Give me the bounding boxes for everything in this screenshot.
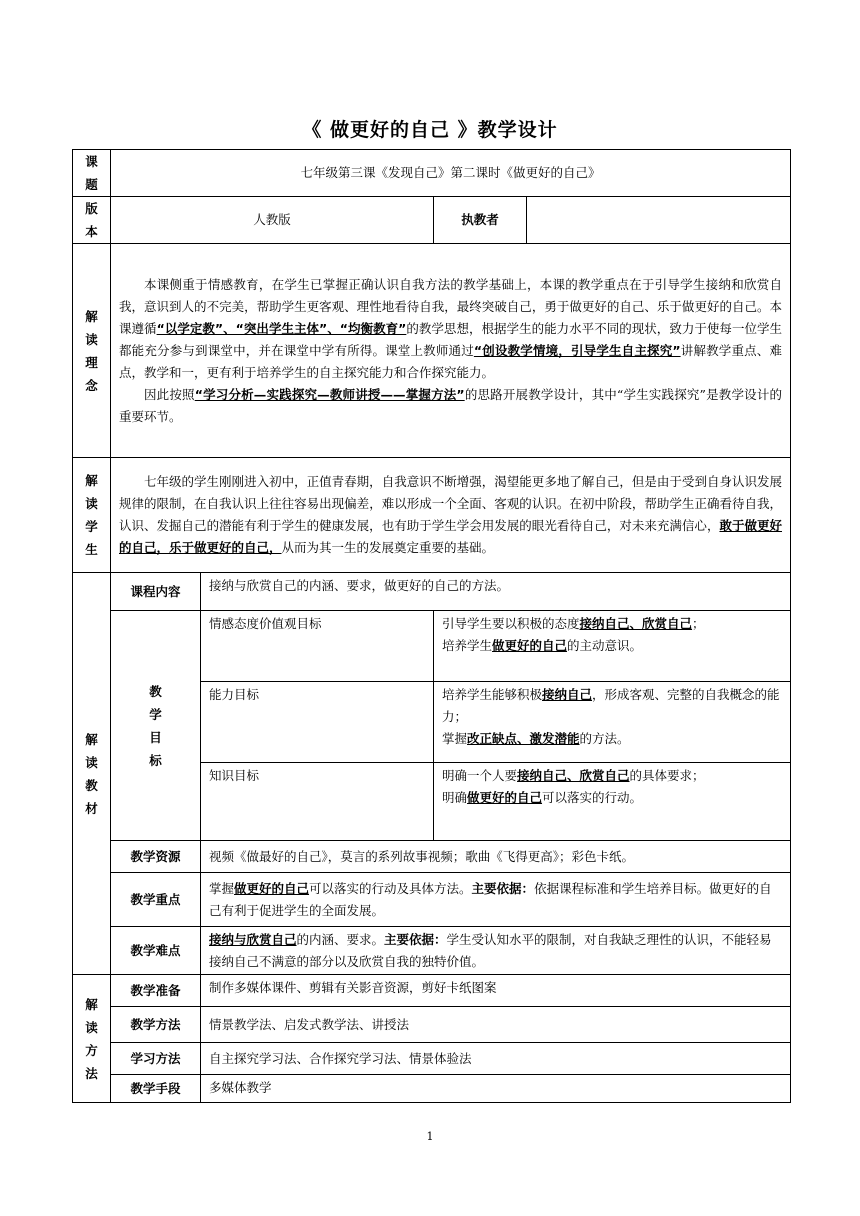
document-title: 《 做更好的自己 》教学设计 xyxy=(302,119,558,141)
concept-p1-method: “创设教学情境，引导学生自主探究” xyxy=(473,342,681,358)
materials-label-text: 解 读 教 材 xyxy=(85,731,98,816)
goal-emotion-line-1 xyxy=(442,613,782,635)
lesson-plan-table xyxy=(72,149,791,1103)
topic-label-text: 课 题 xyxy=(85,154,98,192)
prep-label: 教学准备 xyxy=(111,975,201,1007)
content-value: 接纳与欣赏自己的内涵、要求，做更好的自己的方法。 xyxy=(201,573,791,611)
goal-knowledge-name: 知识目标 xyxy=(201,763,434,841)
diff-basis: 学生受认知水平的限制，对自我缺乏理性的认识，不能轻易接纳自己不满意的部分以及欣赏自我的独特价值。 xyxy=(209,931,772,969)
goal-ability-name: 能力目标 xyxy=(201,682,434,763)
key-row xyxy=(73,873,791,927)
students-label xyxy=(73,458,111,573)
goal-ability-text xyxy=(434,682,791,763)
page-number: 1 xyxy=(426,1130,434,1143)
goal-ability-line-2 xyxy=(442,728,782,750)
students-p-b: 从而为其一生的发展奠定重要的基础。 xyxy=(281,540,495,555)
goal-ability-line-1 xyxy=(442,684,782,728)
ga2-key: 改正缺点、激发潜能 xyxy=(467,731,580,746)
concept-p1-a: 本课侧重于情感教育，在学生已掌握正确认识自我方法的教学基础上，本课的教学重点在于引导学生接纳和欣赏自我，意识到人的不完美，帮助学生更客观、理性地看待自我，最终突破自己，勇于做更好的自己、乐于做更好的自己。本课遵循 xyxy=(119,276,783,336)
key-label: 教学重点 xyxy=(111,873,201,927)
goal-emotion-row xyxy=(73,611,791,682)
gk1-b: 的具体要求； xyxy=(629,768,705,783)
learn-method-label: 学习方法 xyxy=(111,1043,201,1075)
concept-label xyxy=(73,244,111,458)
key-basis-label: 主要依据： xyxy=(471,880,535,896)
resources-label: 教学资源 xyxy=(111,841,201,873)
concept-p2-b: 的思路开展教学设计，其中“学生实践探究”是教学设计的重要环节。 xyxy=(119,386,782,424)
students-label-text: 解 读 学 生 xyxy=(85,473,98,557)
concept-text xyxy=(111,244,791,458)
teach-method-label: 教学方法 xyxy=(111,1007,201,1043)
concept-label-text: 解 读 理 念 xyxy=(85,308,98,393)
ge1-key: 接纳自己、欣赏自己 xyxy=(579,616,693,631)
prep-value: 制作多媒体课件、剪辑有关影音资源，剪好卡纸图案 xyxy=(201,975,791,1007)
goal-knowledge-line-1 xyxy=(442,765,782,787)
ga2-b: 的方法。 xyxy=(579,731,630,746)
methods-label-text: 解 读 方 法 xyxy=(85,996,98,1081)
goal-knowledge-line-2 xyxy=(442,787,782,809)
diff-basis-label: 主要依据： xyxy=(384,931,447,947)
gk1-key: 接纳自己、欣赏自己 xyxy=(517,768,630,783)
prep-row xyxy=(73,975,791,1007)
means-value: 多媒体教学 xyxy=(201,1075,791,1103)
ga1-b: ，形成客观、完整的自我概念的能力； xyxy=(442,687,780,724)
learn-method-value: 自主探究学习法、合作探究学习法、情景体验法 xyxy=(201,1043,791,1075)
students-p-a: 七年级的学生刚刚进入初中，正值青春期，自我意识不断增强，渴望能更多地了解自己，但是由于受到自身认识发展规律的限制，在自我认识上往往容易出现偏差，难以形成一个全面、客观的认识。在初中阶段，帮助学生正确看待自我，认识、发掘自己的潜能有利于学生的健康发展，也有助于学生学会用发展的眼光看待自己，对未来充满信心， xyxy=(119,474,783,533)
methods-label xyxy=(73,975,111,1103)
key-value xyxy=(201,873,791,927)
teach-method-row xyxy=(73,1007,791,1043)
diff-focus: 接纳与欣赏自己 xyxy=(209,931,297,947)
ge2-b: 的主动意识。 xyxy=(567,638,643,653)
topic-value: 七年级第三课《发现自己》第二课时《做更好的自己》 xyxy=(111,150,791,197)
concept-p2-a: 因此按照 xyxy=(144,386,195,402)
means-row xyxy=(73,1075,791,1103)
edition-row xyxy=(73,197,791,244)
key-basis: 依据课程标准和学生培养目标。做更好的自己有利于促进学生的全面发展。 xyxy=(209,880,772,918)
means-label: 教学手段 xyxy=(111,1075,201,1103)
key-focus: 做更好的自己 xyxy=(234,880,310,896)
students-paragraph xyxy=(119,471,782,559)
concept-p1-principle: “以学定教”、“突出学生主体”、“均衡教育” xyxy=(156,320,407,336)
ga1-a: 培养学生能够积极 xyxy=(442,687,543,702)
goal-emotion-text xyxy=(434,611,791,682)
key-b: 可以落实的行动及具体方法。 xyxy=(309,880,472,896)
teacher-value xyxy=(527,197,791,244)
goal-knowledge-text xyxy=(434,763,791,841)
topic-row xyxy=(73,150,791,197)
ge1-b: ； xyxy=(692,616,705,631)
resources-value: 视频《做最好的自己》，莫言的系列故事视频；歌曲《飞得更高》；彩色卡纸。 xyxy=(201,841,791,873)
teacher-label: 执教者 xyxy=(434,197,527,244)
gk2-a: 明确 xyxy=(442,790,468,805)
edition-label xyxy=(73,197,111,244)
content-row xyxy=(73,573,791,611)
gk1-a: 明确一个人要 xyxy=(442,768,518,783)
students-row xyxy=(73,458,791,573)
concept-row xyxy=(73,244,791,458)
ge1-a: 引导学生要以积极的态度 xyxy=(442,616,580,631)
difficulty-value xyxy=(201,927,791,975)
materials-label xyxy=(73,573,111,975)
gk2-b: 可以落实的行动。 xyxy=(542,790,643,805)
edition-value: 人教版 xyxy=(111,197,434,244)
gk2-key: 做更好的自己 xyxy=(467,790,543,805)
students-text xyxy=(111,458,791,573)
content-label: 课程内容 xyxy=(111,573,201,611)
concept-p1-c: 讲解教学重点、难点，教学和一，更有利于培养学生的自主探究能力和合作探究能力。 xyxy=(119,342,782,380)
teach-method-value: 情景教学法、启发式教学法、讲授法 xyxy=(201,1007,791,1043)
goals-label xyxy=(111,611,201,841)
resources-row xyxy=(73,841,791,873)
concept-paragraph-2 xyxy=(119,384,782,428)
learn-method-row xyxy=(73,1043,791,1075)
edition-label-text: 版 本 xyxy=(85,201,98,239)
ge2-a: 培养学生 xyxy=(442,638,493,653)
ge2-key: 做更好的自己 xyxy=(492,638,568,653)
concept-paragraph-1 xyxy=(119,274,782,384)
ga2-a: 掌握 xyxy=(442,731,468,746)
goal-emotion-name: 情感态度价值观目标 xyxy=(201,611,434,682)
concept-p2-flow: “学习分析—实践探究—教师讲授——掌握方法” xyxy=(194,386,465,402)
difficulty-row xyxy=(73,927,791,975)
key-a: 掌握 xyxy=(209,880,235,896)
goals-label-text: 教 学 目 标 xyxy=(149,683,162,768)
difficulty-label: 教学难点 xyxy=(111,927,201,975)
diff-a: 的内涵、要求。 xyxy=(296,931,385,947)
topic-label xyxy=(73,150,111,197)
ga1-key: 接纳自己 xyxy=(542,687,593,702)
students-p-key: 敢于做更好的自己，乐于做更好的自己， xyxy=(119,518,782,555)
goal-emotion-line-2 xyxy=(442,635,782,657)
concept-p1-b: 的教学思想，根据学生的能力水平不同的现状，致力于使每一位学生都能充分参与到课堂中，并在课堂中学有所得。课堂上教师通过 xyxy=(119,320,783,358)
